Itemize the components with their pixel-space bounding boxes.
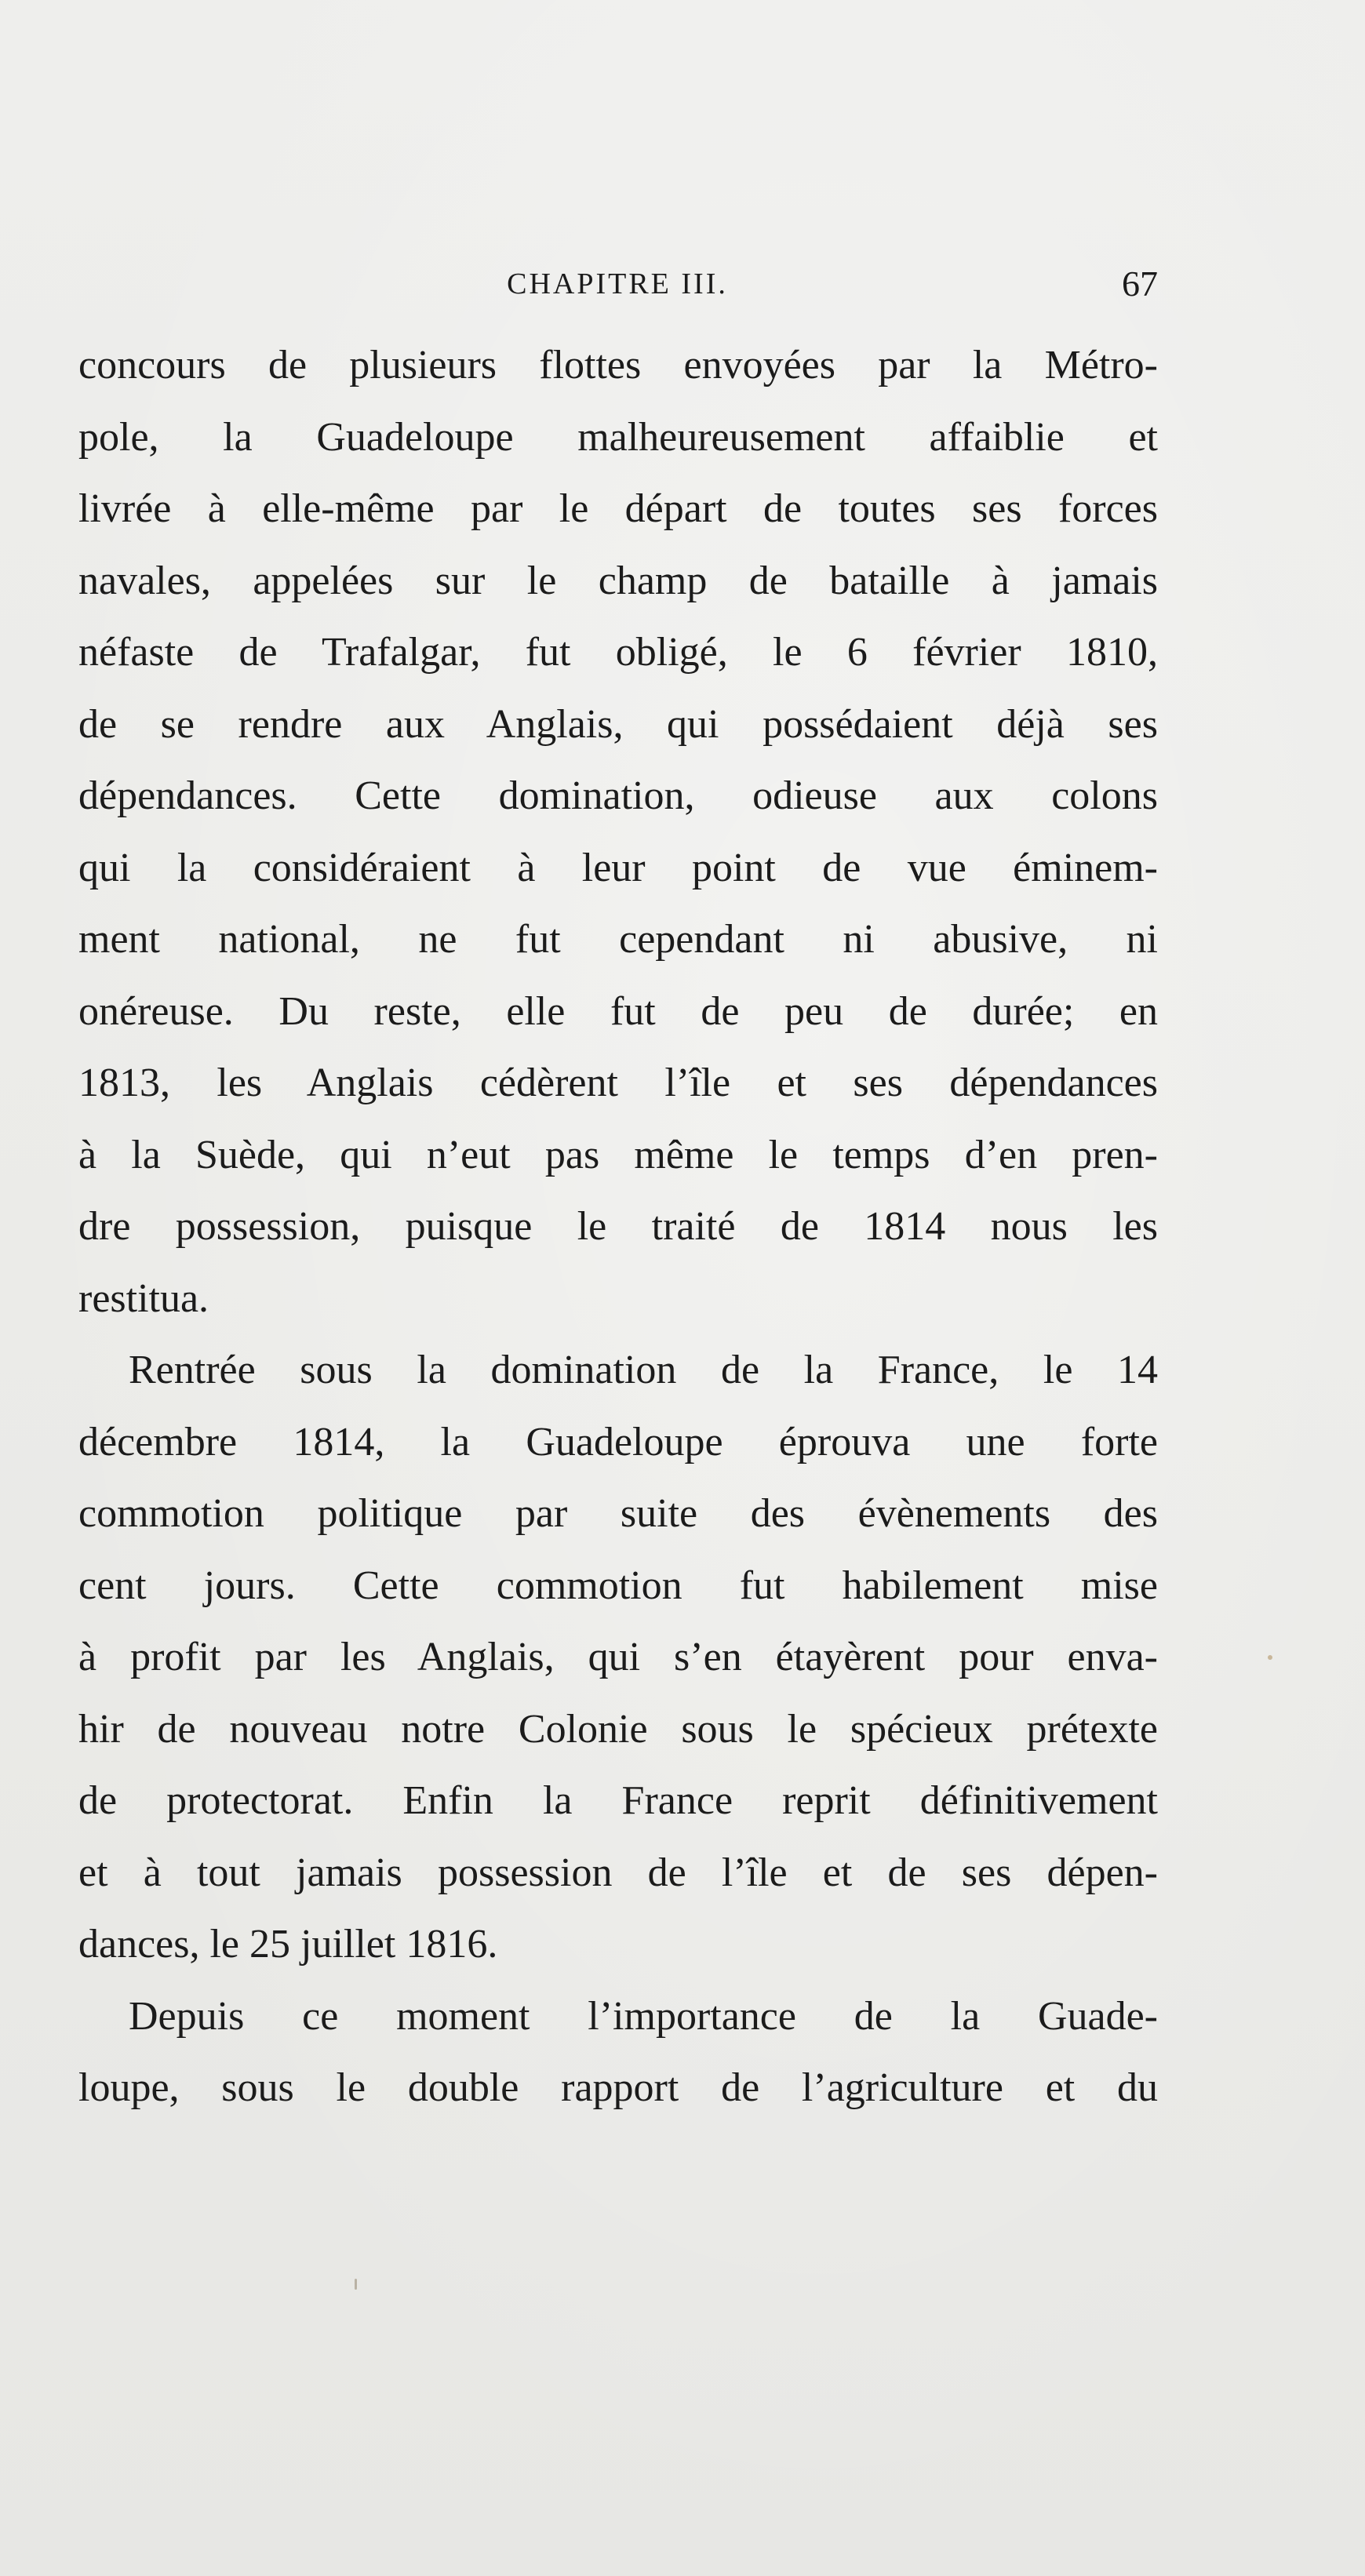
text-line: restitua. bbox=[78, 1275, 209, 1321]
text-line: à la Suède, qui n’eut pas même le temps d’en pren- bbox=[78, 1132, 1158, 1177]
text-line: navales, appelées sur le champ de bataille à jamais bbox=[78, 558, 1158, 603]
text-line: néfaste de Trafalgar, fut obligé, le 6 février 1810, bbox=[78, 630, 1158, 675]
text-line: livrée à elle-même par le départ de toutes ses forces bbox=[78, 486, 1158, 531]
text-line: ment national, ne fut cependant ni abusive, ni bbox=[78, 917, 1158, 962]
text-line: 1813, les Anglais cédèrent l’île et ses dépendances bbox=[78, 1061, 1158, 1105]
text-line: dépendances. Cette domination, odieuse aux colons bbox=[78, 773, 1158, 818]
text-line: hir de nouveau notre Colonie sous le spécieux prétexte bbox=[78, 1706, 1158, 1752]
text-line: à profit par les Anglais, qui s’en étayèrent pour enva- bbox=[78, 1635, 1158, 1679]
text-line: concours de plusieurs flottes envoyées par la Métro- bbox=[78, 343, 1158, 387]
body-text bbox=[78, 329, 1158, 2124]
text-line: pole, la Guadeloupe malheureusement affaiblie et bbox=[78, 414, 1158, 460]
text-line: onéreuse. Du reste, elle fut de peu de durée; en bbox=[78, 988, 1158, 1034]
text-line: loupe, sous le double rapport de l’agriculture et du bbox=[78, 2065, 1158, 2110]
text-line: Depuis ce moment l’importance de la Guade- bbox=[129, 1993, 1158, 2039]
chapter-title: CHAPITRE III. bbox=[507, 267, 728, 300]
text-line: dre possession, puisque le traité de 1814 nous les bbox=[78, 1204, 1158, 1249]
paper-speck bbox=[355, 2279, 357, 2290]
text-line: de se rendre aux Anglais, qui possédaient déjà ses bbox=[78, 701, 1158, 747]
text-line: et à tout jamais possession de l’île et de ses dépen- bbox=[78, 1850, 1158, 1895]
text-line: commotion politique par suite des évènements des bbox=[78, 1491, 1158, 1536]
text-line: qui la considéraient à leur point de vue éminem- bbox=[78, 845, 1158, 890]
text-line: Rentrée sous la domination de la France, le 14 bbox=[129, 1348, 1158, 1392]
paper-speck bbox=[1268, 1655, 1272, 1660]
running-head bbox=[77, 260, 1158, 307]
text-line: cent jours. Cette commotion fut habilement mise bbox=[78, 1563, 1158, 1608]
page-number: 67 bbox=[1122, 264, 1158, 304]
text-line: de protectorat. Enfin la France reprit définitivement bbox=[78, 1778, 1158, 1823]
text-line: dances, le 25 juillet 1816. bbox=[78, 1922, 498, 1967]
text-line: décembre 1814, la Guadeloupe éprouva une forte bbox=[78, 1419, 1158, 1464]
